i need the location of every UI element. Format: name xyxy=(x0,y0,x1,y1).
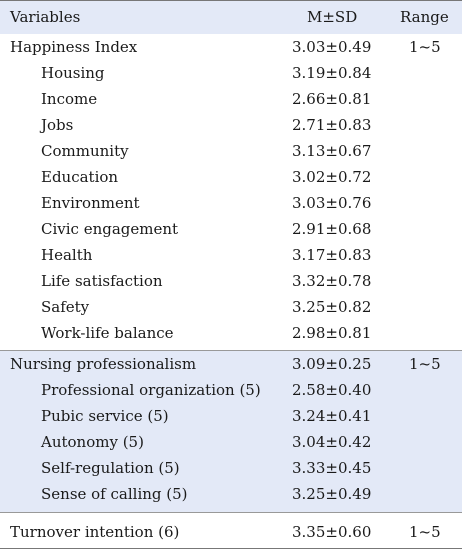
table-row xyxy=(0,216,462,242)
row-msd: 3.03±0.49 xyxy=(292,38,372,56)
table-row xyxy=(0,190,462,216)
row-variable: Self-regulation (5) xyxy=(41,459,180,477)
table-row xyxy=(0,481,462,507)
row-msd: 2.66±0.81 xyxy=(292,90,372,108)
row-msd: 3.32±0.78 xyxy=(292,272,372,290)
row-variable: Autonomy (5) xyxy=(41,433,144,451)
row-variable: Housing xyxy=(41,64,105,82)
table-row xyxy=(0,164,462,190)
table-row xyxy=(0,320,462,346)
table-row xyxy=(0,294,462,320)
table-row xyxy=(0,112,462,138)
row-msd: 3.25±0.49 xyxy=(292,485,372,503)
header-msd: M±SD xyxy=(307,8,358,26)
row-variable: Nursing professionalism xyxy=(10,355,197,373)
row-variable: Sense of calling (5) xyxy=(41,485,188,503)
row-range: 1~5 xyxy=(409,355,441,373)
row-msd: 3.03±0.76 xyxy=(292,194,372,212)
table-row xyxy=(0,377,462,403)
row-msd: 3.24±0.41 xyxy=(292,407,372,425)
row-variable: Professional organization (5) xyxy=(41,381,261,399)
row-variable: Civic engagement xyxy=(41,220,179,238)
row-variable: Community xyxy=(41,142,129,160)
row-variable: Health xyxy=(41,246,93,264)
table-row xyxy=(0,60,462,86)
row-msd: 3.13±0.67 xyxy=(292,142,372,160)
table-row xyxy=(0,242,462,268)
table-row xyxy=(0,403,462,429)
row-msd: 3.04±0.42 xyxy=(292,433,372,451)
row-variable: Environment xyxy=(41,194,140,212)
header-variables: Variables xyxy=(10,8,81,26)
table-row xyxy=(0,86,462,112)
header-range: Range xyxy=(400,8,449,26)
table-row xyxy=(0,138,462,164)
row-msd: 2.91±0.68 xyxy=(292,220,372,238)
row-variable: Income xyxy=(41,90,98,108)
table-row xyxy=(0,34,462,60)
row-msd: 3.19±0.84 xyxy=(292,64,372,82)
row-msd: 3.33±0.45 xyxy=(292,459,372,477)
row-range: 1~5 xyxy=(409,523,441,541)
table-row xyxy=(0,429,462,455)
table-row xyxy=(0,268,462,294)
row-variable: Work-life balance xyxy=(41,324,174,342)
row-range: 1~5 xyxy=(409,38,441,56)
row-msd: 3.02±0.72 xyxy=(292,168,372,186)
row-variable: Jobs xyxy=(41,116,74,134)
row-variable: Life satisfaction xyxy=(41,272,163,290)
row-msd: 3.09±0.25 xyxy=(292,355,372,373)
table-row xyxy=(0,519,462,545)
table-header xyxy=(0,0,462,35)
row-variable: Turnover intention (6) xyxy=(10,523,180,541)
row-msd: 2.58±0.40 xyxy=(292,381,372,399)
row-msd: 3.25±0.82 xyxy=(292,298,372,316)
table-row xyxy=(0,455,462,481)
row-msd: 2.71±0.83 xyxy=(292,116,372,134)
row-msd: 3.17±0.83 xyxy=(292,246,372,264)
row-msd: 2.98±0.81 xyxy=(292,324,372,342)
row-variable: Happiness Index xyxy=(10,38,138,56)
table-row xyxy=(0,351,462,377)
row-variable: Pubic service (5) xyxy=(41,407,169,425)
row-variable: Safety xyxy=(41,298,90,316)
row-msd: 3.35±0.60 xyxy=(292,523,372,541)
row-variable: Education xyxy=(41,168,119,186)
